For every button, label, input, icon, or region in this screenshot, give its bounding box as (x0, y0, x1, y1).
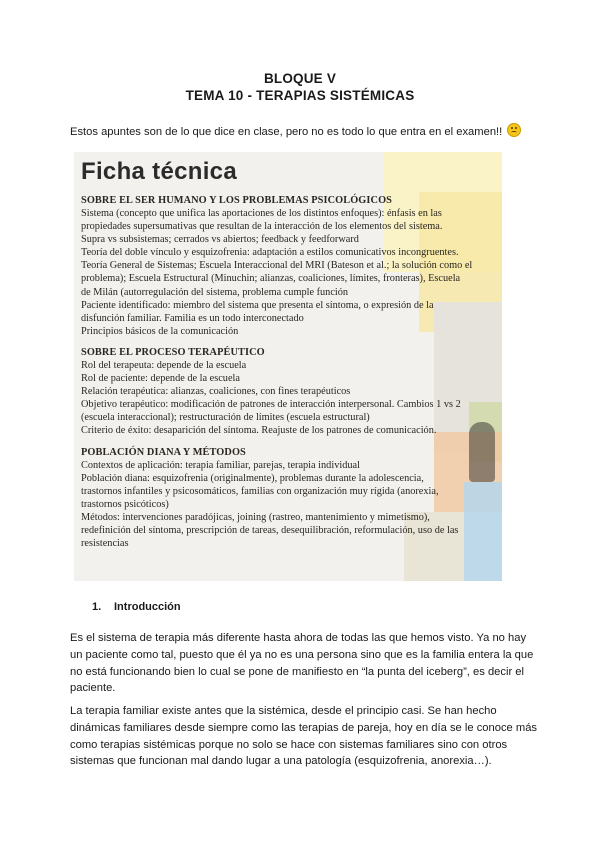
ficha-line: (escuela interaccional); restructuración de límites (escuela estructural) (81, 412, 370, 424)
topic-title: TEMA 10 - TERAPIAS SISTÉMICAS (185, 88, 415, 103)
section-heading: POBLACIÓN DIANA Y MÉTODOS (81, 446, 246, 458)
ficha-section-ser-humano (81, 194, 497, 338)
ficha-section-poblacion (81, 446, 497, 551)
section-heading: SOBRE EL PROCESO TERAPÉUTICO (81, 346, 265, 358)
worried-face-icon (507, 123, 521, 137)
ficha-line: Rol del terapeuta: depende de la escuela (81, 359, 247, 371)
intro-note (70, 123, 540, 139)
ficha-line: de Milán (autorregulación del sistema, problema cumple función (81, 286, 349, 298)
paragraph: Es el sistema de terapia más diferente hasta ahora de todas las que hemos visto. Ya no hay un paciente como tal, puesto que él ya no es una persona sino que es la familia entera la que no está funcionando bien lo cual se pone de manifiesto en “la punta del iceberg”, es decir el paciente. (70, 632, 534, 695)
ficha-line: Población diana: esquizofrenia (originalmente), problemas durante la adolescencia, (81, 472, 424, 484)
ficha-line: redefinición del síntoma, prescripción de tareas, desequilibración, reformulación, uso de las (81, 524, 459, 536)
ficha-line: Teoría General de Sistemas; Escuela Interaccional del MRI (Bateson et al.; la solución como el (81, 260, 473, 272)
ficha-line: Métodos: intervenciones paradójicas, joining (rastreo, mantenimiento y mimetismo), (81, 511, 430, 523)
section-heading: SOBRE EL SER HUMANO Y LOS PROBLEMAS PSICOLÓGICOS (81, 195, 393, 206)
ficha-line: resistencias (81, 538, 129, 550)
ficha-tecnica-image (74, 152, 502, 581)
ficha-line: Paciente identificado: miembro del sistema que presenta el síntoma, o expresión de la (81, 299, 434, 311)
ficha-title: Ficha técnica (81, 158, 237, 185)
ficha-line: trastornos psicóticos) (81, 498, 169, 510)
ficha-line: disfunción familiar. Familia es un todo interconectado (81, 312, 304, 324)
ficha-line: Objetivo terapéutico: modificación de patrones de interacción interpersonal. Cambios 1 vs 2 (81, 399, 461, 411)
ficha-line: Supra vs subsistemas; cerrados vs abiertos; feedback y feedforward (81, 234, 359, 246)
ficha-line: Relación terapéutica: alianzas, coaliciones, con fines terapéuticos (81, 386, 351, 398)
intro-note-text: Estos apuntes son de lo que dice en clase, pero no es todo lo que entra en el examen!! (70, 126, 503, 138)
ficha-line: Sistema (concepto que unifica las aportaciones de los distintos enfoques): énfasis en las (81, 208, 442, 219)
section-title: Introducción (114, 601, 181, 613)
ficha-line: problema); Escuela Estructural (Minuchin; alianzas, coaliciones, límites, fronteras), Escuela (81, 273, 461, 285)
ficha-line: trastornos infantiles y psicosomáticos, familias con organización muy rígida (anorexia, (81, 485, 439, 497)
section-heading-introduccion (92, 601, 181, 613)
ficha-line: Principios básicos de la comunicación (81, 325, 239, 337)
section-number: 1. (92, 601, 102, 613)
paragraph: La terapia familiar existe antes que la sistémica, desde el principio casi. Se han hecho dinámicas familiares desde siempre como las terapias de pareja, hoy en día se le conoce más como terapias sistémicas porque no solo se hace con sistemas familiares sino con otros sistemas que funcionan mal dando lugar a una patología (esquizofrenia, anorexia…). (70, 705, 538, 768)
ficha-line: Rol de paciente: depende de la escuela (81, 373, 240, 385)
ficha-content (81, 156, 497, 558)
ficha-line: propiedades supersumativas que resultan de la interacción de los elementos del sistema. (81, 221, 443, 233)
document-header (0, 70, 600, 104)
block-title: BLOQUE V (263, 71, 337, 86)
ficha-line: Contextos de aplicación: terapia familiar, parejas, terapia individual (81, 459, 360, 471)
ficha-line: Teoría del doble vínculo y esquizofrenia: adaptación a estilos comunicativos incongruentes. (81, 247, 459, 259)
ficha-section-proceso (81, 346, 497, 438)
ficha-line: Criterio de éxito: desaparición del síntoma. Reajuste de los patrones de comunicación. (81, 425, 437, 437)
